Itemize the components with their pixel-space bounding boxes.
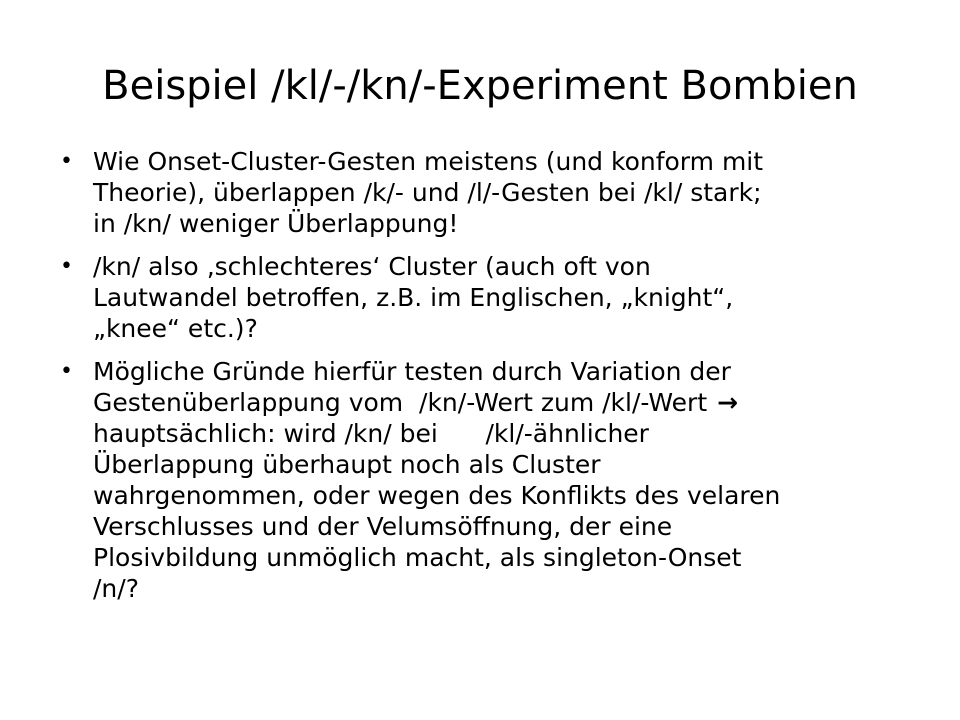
bullet-item-1 xyxy=(60,146,910,239)
bullet-item-2 xyxy=(60,251,910,344)
bullet-item-3 xyxy=(60,356,910,604)
bullet-line: Mögliche Gründe hierfür testen durch Variation der xyxy=(93,357,731,386)
arrow-right-icon: → xyxy=(717,388,739,417)
bullet-dot-icon: • xyxy=(60,149,73,174)
bullet-line: in /kn/ weniger Überlappung! xyxy=(93,209,459,238)
bullet-line: Lautwandel betroffen, z.B. im Englischen, „knight“, xyxy=(93,283,734,312)
bullet-line: hauptsächlich: wird /kn/ bei /kl/-ähnlicher xyxy=(93,419,649,448)
bullet-line: Überlappung überhaupt noch als Cluster xyxy=(93,450,601,479)
bullet-line: /n/? xyxy=(93,574,139,603)
bullet-line: Verschlusses und der Velumsöffnung, der eine xyxy=(93,512,673,541)
bullet-dot-icon: • xyxy=(60,254,73,279)
bullet-line: Gestenüberlappung vom /kn/-Wert zum /kl/-Wert xyxy=(93,388,708,417)
bullet-line: „knee“ etc.)? xyxy=(93,314,258,343)
bullet-line: Theorie), überlappen /k/- und /l/-Gesten bei /kl/ stark; xyxy=(93,178,762,207)
bullet-line-with-arrow xyxy=(93,387,910,418)
bullet-dot-icon: • xyxy=(60,359,73,384)
bullet-list xyxy=(60,146,910,616)
bullet-line: /kn/ also ‚schlechteres‘ Cluster (auch oft von xyxy=(93,252,651,281)
bullet-line: Plosivbildung unmöglich macht, als singleton-Onset xyxy=(93,543,742,572)
slide-title: Beispiel /kl/-/kn/-Experiment Bombien xyxy=(102,63,858,109)
bullet-line: wahrgenommen, oder wegen des Konflikts des velaren xyxy=(93,481,781,510)
bullet-line: Wie Onset-Cluster-Gesten meistens (und konform mit xyxy=(93,147,764,176)
